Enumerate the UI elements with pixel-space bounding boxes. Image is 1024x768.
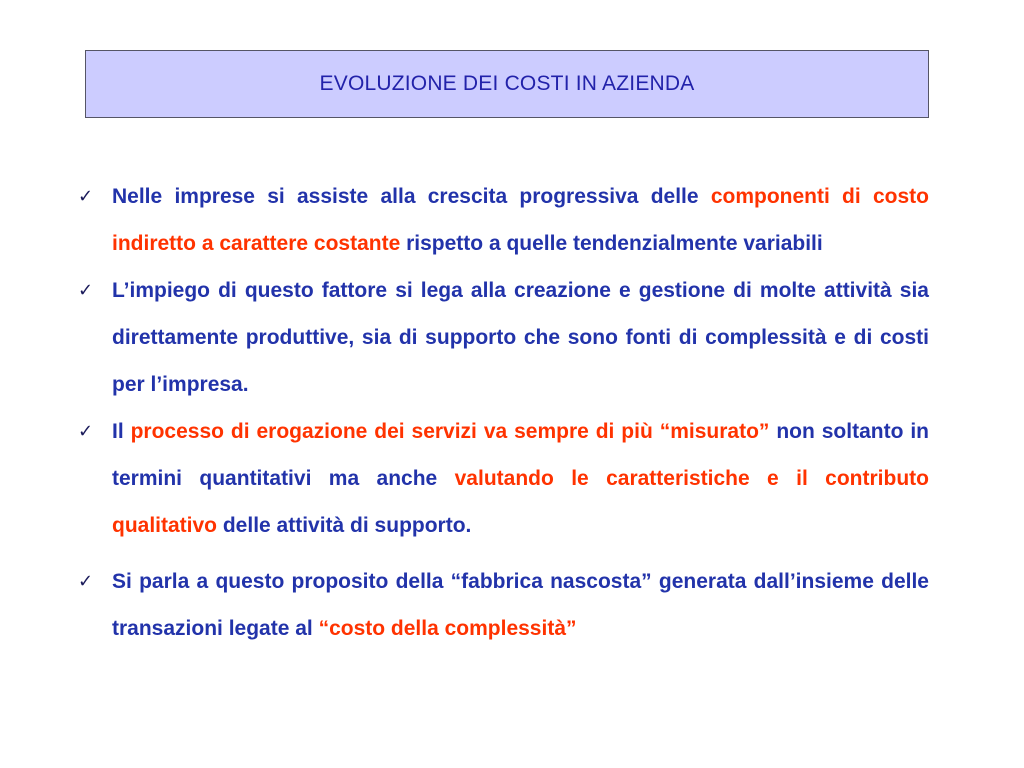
- bullet-text: rispetto a quelle tendenzialmente variabili: [400, 232, 823, 255]
- bullet-item: [76, 558, 929, 652]
- checkmark-icon: ✓: [78, 186, 94, 207]
- checkmark-icon: ✓: [78, 280, 94, 301]
- slide-title: EVOLUZIONE DEI COSTI IN AZIENDA: [319, 72, 695, 95]
- bullet-text: Nelle imprese si assiste alla crescita progressiva delle: [112, 185, 711, 208]
- bullet-text: Si parla a questo proposito della “fabbrica nascosta” generata dall’insieme delle transazioni legate al: [112, 570, 929, 640]
- bullet-item: [76, 173, 929, 267]
- bullet-text: L’impiego di questo fattore si lega alla creazione e gestione di molte attività sia direttamente produttive, sia di supporto che sono fonti di complessità e di costi per l’impresa.: [112, 279, 929, 396]
- title-box: [85, 50, 929, 118]
- highlight-text: “costo della complessità”: [318, 617, 577, 640]
- bullet-text: non soltanto in termini quantitativi ma anche: [112, 420, 929, 490]
- bullet-list: [76, 173, 929, 652]
- bullet-item: [76, 267, 929, 408]
- checkmark-icon: ✓: [78, 571, 94, 592]
- highlight-text: componenti di costo indiretto a carattere costante: [112, 185, 929, 255]
- highlight-text: valutando le caratteristiche e il contributo qualitativo: [112, 467, 929, 537]
- checkmark-icon: ✓: [78, 421, 94, 442]
- highlight-text: processo di erogazione dei servizi va sempre di più “misurato”: [130, 420, 770, 443]
- bullet-item: [76, 408, 929, 549]
- bullet-text: delle attività di supporto.: [217, 514, 472, 537]
- bullet-text: Il: [112, 420, 131, 443]
